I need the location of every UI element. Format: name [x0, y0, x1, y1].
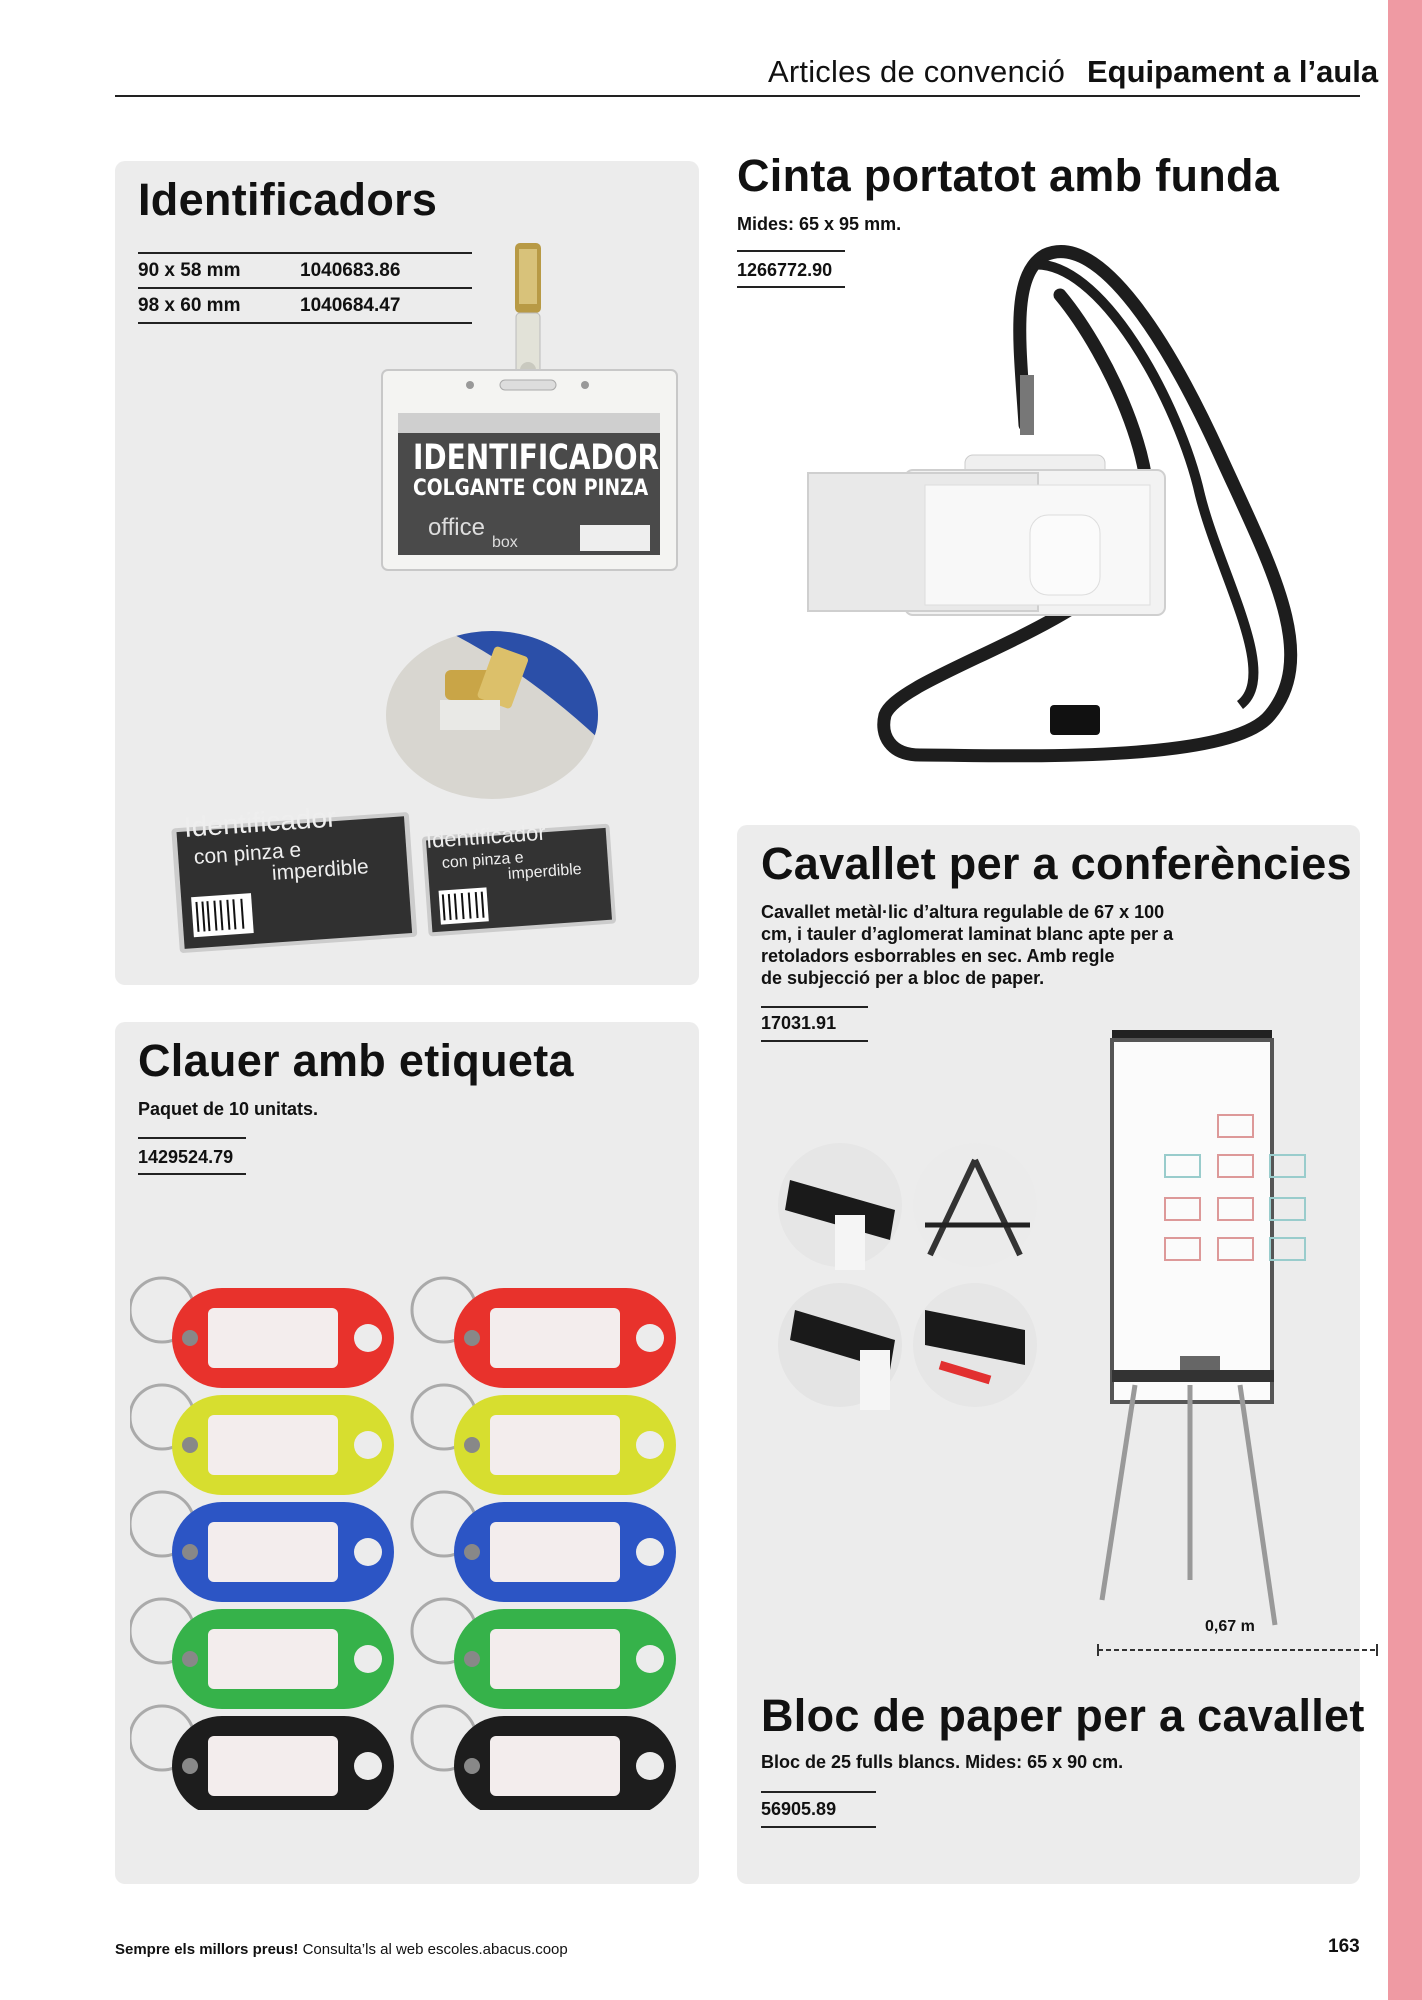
- side-color-bar: [1388, 0, 1422, 2000]
- code-cell: 1040684.47: [300, 295, 401, 316]
- section-title: Equipament a l’aula: [1087, 54, 1379, 89]
- brand-logo: office: [428, 514, 485, 541]
- keytag: [130, 1492, 394, 1602]
- code-rule: [761, 1006, 868, 1008]
- cinta-title: Cinta portatot amb funda: [737, 150, 1280, 201]
- clauer-desc: Paquet de 10 unitats.: [138, 1099, 319, 1119]
- code-rule: [138, 1173, 246, 1175]
- cinta-code: 1266772.90: [737, 260, 833, 280]
- measure-line: [1095, 1640, 1380, 1660]
- keytag: [412, 1706, 676, 1810]
- clip-detail-image: [385, 630, 600, 800]
- size-cell: 98 x 60 mm: [138, 295, 241, 316]
- code-rule: [138, 1137, 246, 1139]
- card-text: imperdible: [271, 855, 370, 885]
- card-text: imperdible: [507, 860, 583, 883]
- cavallet-desc-line: de subjecció per a bloc de paper.: [761, 968, 1045, 988]
- cavallet-desc-line: retoladors esborrables en sec. Amb regle: [761, 946, 1115, 966]
- keytag: [412, 1278, 676, 1388]
- card-text: con pinza e: [193, 838, 302, 869]
- page-number: 163: [1328, 1936, 1360, 1957]
- keytag: [412, 1599, 676, 1709]
- footer-text: Sempre els millors preus! Consulta’ls al web escoles.abacus.coop: [115, 1941, 568, 1958]
- cavallet-title: Cavallet per a conferències: [761, 838, 1352, 889]
- bloc-title: Bloc de paper per a cavallet: [761, 1690, 1365, 1741]
- keytag: [412, 1492, 676, 1602]
- size-cell: 90 x 58 mm: [138, 260, 241, 281]
- cinta-mides: Mides: 65 x 95 mm.: [737, 214, 902, 234]
- cavallet-desc-line: cm, i tauler d’aglomerat laminat blanc apte per a: [761, 924, 1174, 944]
- identificadors-title: Identificadors: [138, 174, 438, 225]
- easel-detail-images: [775, 1140, 1055, 1420]
- measure-label: 0,67 m: [1205, 1618, 1255, 1635]
- card-text: Identificador: [425, 819, 547, 853]
- package-subtitle: COLGANTE CON PINZA: [413, 476, 649, 501]
- clauer-code: 1429524.79: [138, 1147, 234, 1167]
- badge-holder-image: [380, 235, 680, 580]
- card-text: Identificador: [182, 801, 338, 843]
- keytag: [130, 1599, 394, 1709]
- easel-image: [1090, 1020, 1380, 1640]
- keytag: [130, 1385, 394, 1495]
- keytags-image: [130, 1265, 690, 1810]
- cavallet-code: 17031.91: [761, 1013, 837, 1033]
- code-rule: [761, 1791, 876, 1793]
- code-rule: [761, 1040, 868, 1042]
- bloc-desc: Bloc de 25 fulls blancs. Mides: 65 x 90 cm.: [761, 1752, 1124, 1772]
- code-rule: [761, 1826, 876, 1828]
- section-label: Articles de convenció: [768, 54, 1066, 89]
- keytag: [130, 1278, 394, 1388]
- lanyard-image: [800, 235, 1340, 775]
- package-title: IDENTIFICADOR: [413, 438, 660, 478]
- card-text: con pinza e: [441, 849, 525, 872]
- keytag: [412, 1385, 676, 1495]
- brand-logo-sub: box: [492, 534, 518, 551]
- keytag: [130, 1706, 394, 1810]
- bloc-code: 56905.89: [761, 1799, 837, 1819]
- header-rule: [115, 95, 1360, 97]
- code-cell: 1040683.86: [300, 260, 401, 281]
- cavallet-desc-line: Cavallet metàl·lic d’altura regulable de 67 x 100: [761, 902, 1165, 922]
- clauer-title: Clauer amb etiqueta: [138, 1035, 574, 1086]
